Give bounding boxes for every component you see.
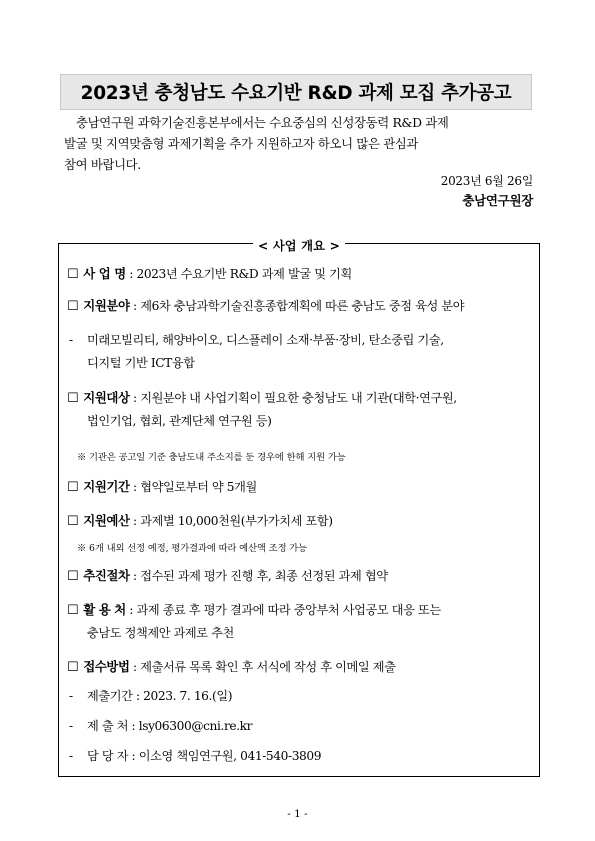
checkbox-icon: ☐: [67, 299, 79, 314]
checkbox-icon: ☐: [67, 514, 79, 529]
item-text: : 2023년 수요기반 R&D 과제 발굴 및 기획: [129, 267, 352, 281]
eligibility-note: ※ 기관은 공고일 기준 충남도내 주소지를 둔 경우에 한해 지원 가능: [77, 452, 346, 463]
intro-paragraph: [64, 112, 532, 175]
item-budget: [67, 509, 537, 533]
issuer: 충남연구원장: [462, 193, 533, 208]
item-text: 충남도 정책제안 과제로 추천: [87, 626, 234, 640]
item-text: : 과제별 10,000천원(부가가치세 포함): [133, 514, 333, 528]
announcement-date: 2023년 6월 26일: [440, 174, 533, 188]
page-number: - 1 -: [287, 808, 308, 820]
title-box: [60, 74, 532, 110]
checkbox-icon: ☐: [67, 267, 79, 282]
item-label: 활 용 처: [83, 602, 126, 617]
checkbox-icon: ☐: [67, 660, 79, 675]
overview-heading: < 사업 개요 >: [59, 235, 539, 254]
item-project-name: [67, 262, 537, 286]
item-usage: [67, 598, 537, 645]
item-text: : 제6차 충남과학기술진흥종합계획에 따른 충남도 중점 육성 분야: [133, 299, 465, 313]
intro-line: 발굴 및 지역맞춤형 과제기획을 추가 지원하고자 하오니 많은 관심과: [64, 136, 419, 151]
item-label: 지원예산: [83, 513, 130, 528]
item-label: 지원기간: [83, 479, 130, 494]
intro-line: 참여 바랍니다.: [64, 157, 141, 172]
item-label: 접수방법: [83, 659, 130, 674]
intro-line: 충남연구원 과학기술진흥본부에서는 수요중심의 신성장동력 R&D 과제: [76, 115, 449, 130]
deadline-text: 제출기간 : 2023. 7. 16.(일): [87, 689, 233, 703]
checkbox-icon: ☐: [67, 569, 79, 584]
dash: -: [69, 749, 73, 763]
checkbox-icon: ☐: [67, 480, 79, 495]
item-label: 지원대상: [83, 390, 130, 405]
contact-text: 담 당 자 : 이소영 책임연구원, 041-540-3809: [87, 749, 322, 763]
item-text: : 지원분야 내 사업기획이 필요한 충청남도 내 기관(대학·연구원,: [133, 391, 457, 405]
item-text: 디지털 기반 ICT융합: [87, 356, 195, 370]
dash: -: [69, 689, 73, 703]
item-support-field: [67, 294, 537, 318]
checkbox-icon: ☐: [67, 391, 79, 406]
item-label: 지원분야: [83, 298, 130, 313]
dash: -: [69, 719, 73, 733]
item-text: : 제출서류 목록 확인 후 서식에 작성 후 이메일 제출: [133, 660, 396, 674]
budget-note: ※ 6개 내외 선정 예정, 평가결과에 따라 예산액 조정 가능: [77, 543, 308, 554]
item-eligibility: [67, 386, 537, 433]
submit-email: 제 출 처 : lsy06300@cni.re.kr: [87, 719, 253, 733]
item-text: : 과제 종료 후 평가 결과에 따라 중앙부처 사업공모 대응 또는: [129, 603, 441, 617]
item-text: 미래모빌리티, 해양바이오, 디스플레이 소재·부품·장비, 탄소중립 기술,: [87, 333, 444, 347]
dash: -: [69, 333, 73, 347]
item-label: 추진절차: [83, 568, 130, 583]
item-period: [67, 475, 537, 499]
item-text: : 접수된 과제 평가 진행 후, 최종 선정된 과제 협약: [133, 569, 388, 583]
item-application: [67, 655, 537, 679]
overview-box: [58, 239, 540, 777]
support-field-detail: [69, 329, 539, 375]
item-label: 사 업 명: [83, 266, 126, 281]
page-title: 2023년 충청남도 수요기반 R&D 과제 모집 추가공고: [80, 83, 512, 104]
item-text: : 협약일로부터 약 5개월: [133, 480, 257, 494]
checkbox-icon: ☐: [67, 603, 79, 618]
application-details: [69, 685, 539, 768]
item-procedure: [67, 564, 537, 588]
item-text: 법인기업, 협회, 관계단체 연구원 등): [87, 414, 272, 428]
